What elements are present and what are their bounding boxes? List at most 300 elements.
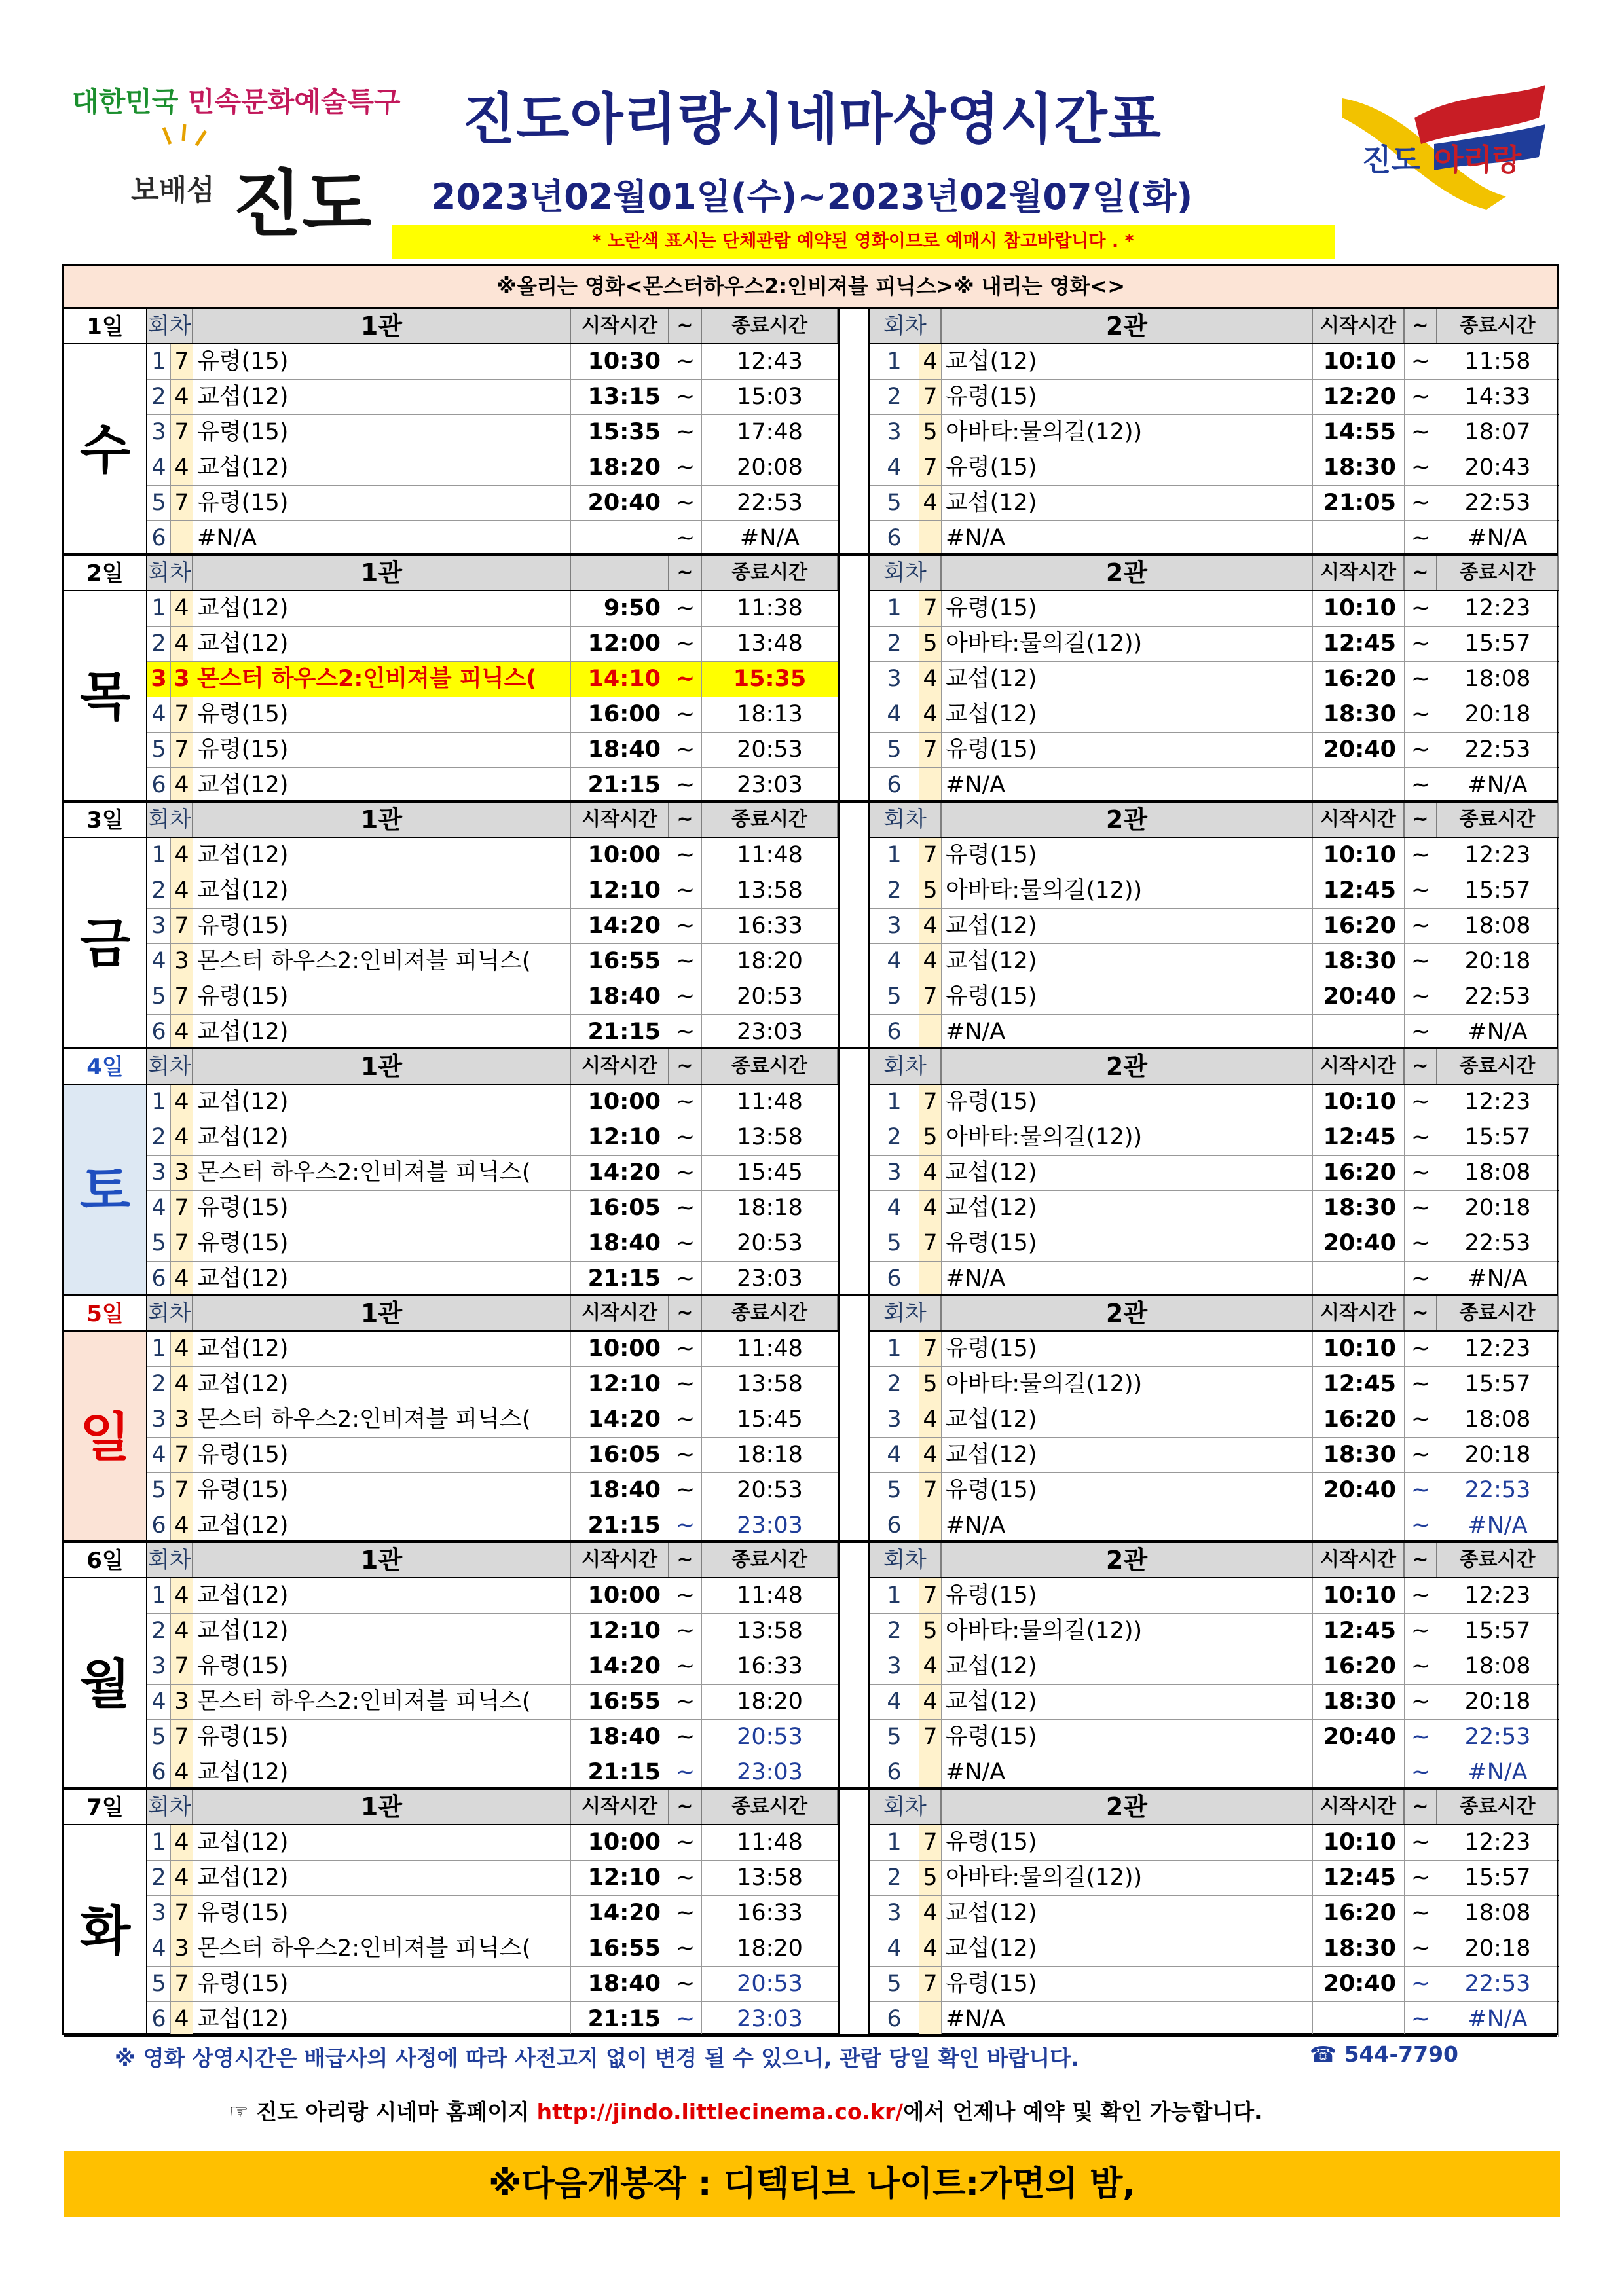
schedule-row — [147, 944, 838, 979]
svg-text:대한민국 민속문화예술특구: 대한민국 민속문화예술특구 — [72, 86, 401, 118]
hall-name-header: 2관 — [942, 309, 1313, 343]
schedule-row — [147, 1262, 838, 1297]
schedule-row — [870, 1861, 1557, 1896]
start-time: 10:10 — [1313, 1578, 1405, 1613]
start-time: 10:10 — [1313, 1825, 1405, 1860]
start-time: 10:00 — [571, 1825, 669, 1860]
start-time-header: 시작시간 — [571, 1049, 669, 1084]
end-time: 11:48 — [702, 838, 838, 873]
end-time: 13:58 — [702, 873, 838, 908]
schedule-row — [147, 591, 838, 627]
end-time: 18:08 — [1437, 662, 1559, 697]
screen-number: 4 — [171, 1825, 193, 1860]
screen-number: 4 — [171, 1508, 193, 1543]
time-separator: ~ — [669, 380, 702, 414]
schedule-row — [147, 1156, 838, 1191]
end-time: 20:53 — [702, 1720, 838, 1755]
round-number: 2 — [870, 380, 919, 414]
round-header: 회차 — [870, 1049, 942, 1084]
end-time: 11:48 — [702, 1825, 838, 1860]
tilde-header: ~ — [669, 803, 702, 837]
time-separator: ~ — [1405, 380, 1437, 414]
start-time: 18:30 — [1313, 944, 1405, 979]
screen-number: 4 — [171, 591, 193, 626]
start-time — [1313, 1755, 1405, 1790]
movie-title: 몬스터 하우스2:인비져블 피닉스( — [193, 1402, 571, 1437]
schedule-row — [147, 1508, 838, 1544]
hall-header-row — [147, 803, 838, 838]
svg-text:진도: 진도 — [1362, 142, 1420, 177]
screen-number: 5 — [919, 873, 942, 908]
schedule-row — [147, 1015, 838, 1050]
time-separator: ~ — [669, 1085, 702, 1120]
time-separator: ~ — [669, 1438, 702, 1472]
round-number: 3 — [870, 1649, 919, 1684]
hall-name-header: 2관 — [942, 1049, 1313, 1084]
round-header: 회차 — [147, 1790, 193, 1824]
end-time: 17:48 — [702, 415, 838, 450]
day-block — [64, 1543, 1557, 1790]
screen-number — [919, 768, 942, 803]
screen-number: 5 — [919, 627, 942, 661]
start-time: 12:10 — [571, 873, 669, 908]
time-separator: ~ — [669, 2002, 702, 2037]
time-separator: ~ — [669, 1614, 702, 1649]
time-separator: ~ — [669, 415, 702, 450]
schedule-row — [870, 380, 1557, 415]
start-time-header: 시작시간 — [1313, 1296, 1405, 1330]
time-separator: ~ — [1405, 838, 1437, 873]
start-time: 16:05 — [571, 1191, 669, 1226]
time-separator: ~ — [1405, 1085, 1437, 1120]
day-block — [64, 309, 1557, 556]
tilde-header: ~ — [669, 309, 702, 343]
movie-title: 교섭(12) — [942, 909, 1313, 943]
hall-header-row — [147, 1543, 838, 1578]
screen-number: 7 — [171, 1473, 193, 1508]
start-time: 12:45 — [1313, 627, 1405, 661]
end-time: 18:18 — [702, 1438, 838, 1472]
schedule-row — [147, 1931, 838, 1967]
round-header: 회차 — [147, 1296, 193, 1330]
round-number: 4 — [870, 697, 919, 732]
schedule-row — [147, 1967, 838, 2002]
schedule-row — [870, 1720, 1557, 1755]
start-time: 9:50 — [571, 591, 669, 626]
screen-number: 3 — [171, 1156, 193, 1190]
movie-title: 유령(15) — [193, 1438, 571, 1472]
hall-name-header: 1관 — [193, 1543, 571, 1577]
end-time: #N/A — [1437, 1262, 1559, 1296]
schedule-row — [147, 1367, 838, 1402]
start-time: 16:55 — [571, 944, 669, 979]
homepage-note — [229, 2095, 1473, 2126]
end-time: #N/A — [1437, 2002, 1559, 2037]
tilde-header: ~ — [1405, 803, 1437, 837]
start-time: 12:10 — [571, 1367, 669, 1402]
round-number: 4 — [147, 1685, 171, 1719]
schedule-row — [870, 1967, 1557, 2002]
movie-title: 몬스터 하우스2:인비져블 피닉스( — [193, 1156, 571, 1190]
movie-title: 아바타:물의길(12)) — [942, 1367, 1313, 1402]
svg-text:아리랑: 아리랑 — [1434, 142, 1522, 177]
time-separator: ~ — [1405, 1931, 1437, 1966]
round-number: 1 — [147, 591, 171, 626]
screen-number: 4 — [171, 627, 193, 661]
time-separator: ~ — [669, 450, 702, 485]
round-number: 5 — [147, 486, 171, 520]
start-time-header: 시작시간 — [571, 1296, 669, 1330]
time-separator: ~ — [669, 697, 702, 732]
homepage-prefix: ☞ 진도 아리랑 시네마 홈페이지 — [229, 2099, 537, 2124]
end-time: 22:53 — [702, 486, 838, 520]
round-number: 1 — [870, 1825, 919, 1860]
screen-number: 7 — [171, 909, 193, 943]
start-time: 16:00 — [571, 697, 669, 732]
time-separator: ~ — [1405, 1720, 1437, 1755]
start-time: 18:40 — [571, 979, 669, 1014]
start-time: 12:10 — [571, 1120, 669, 1155]
schedule-row — [147, 1085, 838, 1120]
end-time: 13:58 — [702, 1120, 838, 1155]
hall-name-header: 2관 — [942, 1296, 1313, 1330]
round-number: 2 — [870, 627, 919, 661]
round-number: 2 — [870, 1861, 919, 1895]
start-time: 16:55 — [571, 1931, 669, 1966]
round-number: 6 — [870, 1262, 919, 1296]
schedule-row — [147, 1685, 838, 1720]
movie-title: 교섭(12) — [193, 1015, 571, 1049]
start-time: 12:45 — [1313, 1367, 1405, 1402]
hall-header-row — [147, 556, 838, 591]
movie-title: 교섭(12) — [942, 1896, 1313, 1931]
screen-number: 3 — [171, 662, 193, 697]
day-weekday: 일 — [64, 1332, 147, 1543]
time-separator: ~ — [1405, 627, 1437, 661]
time-separator: ~ — [1405, 521, 1437, 556]
end-time: 18:08 — [1437, 1402, 1559, 1437]
movie-title: 교섭(12) — [193, 1262, 571, 1296]
start-time: 16:05 — [571, 1438, 669, 1472]
movie-title: 교섭(12) — [193, 1755, 571, 1790]
end-time: 20:08 — [702, 450, 838, 485]
hall1-schedule — [147, 556, 838, 803]
time-separator: ~ — [1405, 1402, 1437, 1437]
movie-title: 교섭(12) — [942, 1156, 1313, 1190]
end-time: 14:33 — [1437, 380, 1559, 414]
schedule-row — [147, 1438, 838, 1473]
time-separator: ~ — [1405, 697, 1437, 732]
end-time: 18:07 — [1437, 415, 1559, 450]
day-block — [64, 1790, 1557, 2037]
next-release-banner: ※다음개봉작 : 디텍티브 나이트:가면의 밤, — [64, 2151, 1560, 2217]
start-time: 20:40 — [1313, 1226, 1405, 1261]
movie-title: 유령(15) — [942, 380, 1313, 414]
screen-number: 7 — [919, 1825, 942, 1860]
round-number: 6 — [870, 2002, 919, 2037]
start-time: 18:40 — [571, 1967, 669, 2001]
end-time-header: 종료시간 — [702, 1790, 838, 1824]
schedule-row — [870, 450, 1557, 486]
round-number: 5 — [870, 486, 919, 520]
hall2-schedule — [868, 1049, 1557, 1296]
end-time: 23:03 — [702, 1262, 838, 1296]
day-weekday: 월 — [64, 1578, 147, 1790]
round-number: 6 — [870, 1755, 919, 1790]
start-time: 18:30 — [1313, 697, 1405, 732]
time-separator: ~ — [669, 1967, 702, 2001]
start-time: 21:15 — [571, 1755, 669, 1790]
time-separator: ~ — [669, 627, 702, 661]
time-separator: ~ — [669, 1861, 702, 1895]
movie-title: 교섭(12) — [942, 1438, 1313, 1472]
round-number: 4 — [147, 1191, 171, 1226]
schedule-row — [870, 1438, 1557, 1473]
end-time: #N/A — [1437, 768, 1559, 803]
start-time: 16:20 — [1313, 909, 1405, 943]
screen-number: 7 — [919, 1473, 942, 1508]
movie-title: 유령(15) — [193, 1967, 571, 2001]
time-separator: ~ — [1405, 1015, 1437, 1049]
end-time: #N/A — [1437, 1015, 1559, 1049]
end-time: 22:53 — [1437, 1720, 1559, 1755]
schedule-row — [147, 1720, 838, 1755]
round-number: 6 — [147, 1508, 171, 1543]
movie-title: 유령(15) — [942, 1473, 1313, 1508]
day-block — [64, 803, 1557, 1049]
day-weekday: 화 — [64, 1825, 147, 2037]
schedule-row — [870, 1191, 1557, 1226]
screen-number: 4 — [171, 450, 193, 485]
end-time-header: 종료시간 — [1437, 1049, 1559, 1084]
start-time: 20:40 — [1313, 1720, 1405, 1755]
start-time: 16:20 — [1313, 1649, 1405, 1684]
start-time: 21:05 — [1313, 486, 1405, 520]
time-separator: ~ — [1405, 662, 1437, 697]
schedule-row — [870, 627, 1557, 662]
round-number: 5 — [870, 1720, 919, 1755]
time-separator: ~ — [1405, 1191, 1437, 1226]
round-number: 1 — [147, 1578, 171, 1613]
movie-title: 유령(15) — [193, 1191, 571, 1226]
end-time-header: 종료시간 — [1437, 1790, 1559, 1824]
time-separator: ~ — [669, 768, 702, 803]
movie-title: 교섭(12) — [193, 1614, 571, 1649]
schedule-row — [870, 1015, 1557, 1050]
time-separator: ~ — [1405, 944, 1437, 979]
homepage-link[interactable]: http://jindo.littlecinema.co.kr/ — [536, 2099, 904, 2124]
schedule-row — [147, 733, 838, 768]
start-time: 20:40 — [571, 486, 669, 520]
start-time: 14:20 — [571, 1649, 669, 1684]
schedule-row — [147, 521, 838, 556]
time-separator: ~ — [669, 944, 702, 979]
start-time: 21:15 — [571, 2002, 669, 2037]
hall-name-header: 2관 — [942, 803, 1313, 837]
hall-gap — [838, 1296, 868, 1543]
start-time: 14:20 — [571, 1156, 669, 1190]
movie-title: 유령(15) — [942, 591, 1313, 626]
screen-number: 7 — [919, 1578, 942, 1613]
time-separator: ~ — [669, 1473, 702, 1508]
round-number: 5 — [147, 1226, 171, 1261]
screen-number: 7 — [171, 1896, 193, 1931]
round-header: 회차 — [147, 803, 193, 837]
schedule-row — [147, 1402, 838, 1438]
schedule-row — [870, 909, 1557, 944]
start-time: 12:20 — [1313, 380, 1405, 414]
start-time: 12:45 — [1313, 1861, 1405, 1895]
round-number: 3 — [147, 909, 171, 943]
hall-header-row — [147, 1790, 838, 1825]
end-time: 12:23 — [1437, 838, 1559, 873]
svg-text:보배섬: 보배섬 — [131, 173, 215, 207]
start-time: 15:35 — [571, 415, 669, 450]
round-number: 6 — [870, 1508, 919, 1543]
end-time: 11:48 — [702, 1332, 838, 1366]
screen-number: 4 — [919, 1931, 942, 1966]
screen-number: 7 — [171, 733, 193, 767]
end-time: 15:35 — [702, 662, 838, 697]
start-time — [1313, 2002, 1405, 2037]
hall-header-row — [147, 1296, 838, 1332]
round-number: 1 — [870, 1332, 919, 1366]
end-time: 11:48 — [702, 1085, 838, 1120]
day-divider — [64, 2034, 1557, 2037]
end-time: #N/A — [1437, 521, 1559, 556]
round-number: 3 — [870, 909, 919, 943]
movie-title: 유령(15) — [193, 486, 571, 520]
start-time-header: 시작시간 — [571, 1790, 669, 1824]
movie-title: 교섭(12) — [193, 1120, 571, 1155]
tilde-header: ~ — [669, 1296, 702, 1330]
day-date: 2일 — [64, 556, 147, 591]
start-time: 20:40 — [1313, 733, 1405, 767]
schedule-row — [870, 1332, 1557, 1367]
movie-title: #N/A — [942, 1508, 1313, 1543]
end-time: 18:20 — [702, 944, 838, 979]
schedule-row — [147, 450, 838, 486]
hall-name-header: 1관 — [193, 1790, 571, 1824]
schedule-row — [147, 1896, 838, 1931]
start-time: 21:15 — [571, 768, 669, 803]
round-number: 3 — [147, 1402, 171, 1437]
start-time-header: 시작시간 — [1313, 803, 1405, 837]
tilde-header: ~ — [669, 1790, 702, 1824]
time-separator: ~ — [1405, 1685, 1437, 1719]
end-time-header: 종료시간 — [702, 803, 838, 837]
round-number: 1 — [147, 344, 171, 379]
time-separator: ~ — [1405, 486, 1437, 520]
end-time: 12:23 — [1437, 1578, 1559, 1613]
time-separator: ~ — [669, 662, 702, 697]
start-time-header: 시작시간 — [571, 309, 669, 343]
round-number: 5 — [147, 1720, 171, 1755]
round-number: 4 — [870, 1685, 919, 1719]
end-time: 18:08 — [1437, 1896, 1559, 1931]
movie-title: 교섭(12) — [193, 1508, 571, 1543]
start-time: 10:00 — [571, 838, 669, 873]
hall-header-row — [870, 1296, 1557, 1332]
movie-title: 아바타:물의길(12)) — [942, 415, 1313, 450]
round-header: 회차 — [870, 803, 942, 837]
screen-number: 4 — [919, 1685, 942, 1719]
movie-title: #N/A — [942, 2002, 1313, 2037]
end-time: 12:23 — [1437, 1085, 1559, 1120]
schedule-row — [147, 873, 838, 909]
round-number: 2 — [147, 873, 171, 908]
start-time: 20:40 — [1313, 979, 1405, 1014]
schedule-period: 2023년02월01일(수)~2023년02월07일(화) — [431, 176, 1193, 217]
round-number: 5 — [147, 733, 171, 767]
movie-title: 유령(15) — [942, 450, 1313, 485]
start-time: 14:20 — [571, 1402, 669, 1437]
movie-title: 교섭(12) — [193, 1367, 571, 1402]
screen-number: 4 — [919, 944, 942, 979]
end-time: 22:53 — [1437, 486, 1559, 520]
round-header: 회차 — [870, 309, 942, 343]
screen-number: 4 — [171, 768, 193, 803]
schedule-row — [147, 1332, 838, 1367]
screen-number: 4 — [919, 344, 942, 379]
start-time: 10:00 — [571, 1578, 669, 1613]
time-separator: ~ — [669, 344, 702, 379]
schedule-row — [147, 1825, 838, 1861]
start-time: 18:30 — [1313, 450, 1405, 485]
end-time: 15:57 — [1437, 627, 1559, 661]
hall1-schedule — [147, 309, 838, 556]
time-separator: ~ — [669, 521, 702, 556]
time-separator: ~ — [669, 909, 702, 943]
movie-title: 교섭(12) — [193, 2002, 571, 2037]
hall-header-row — [147, 309, 838, 344]
round-number: 6 — [870, 768, 919, 803]
schedule-row — [870, 1649, 1557, 1685]
movie-title: 유령(15) — [942, 1085, 1313, 1120]
screen-number — [919, 1015, 942, 1049]
schedule-row — [147, 979, 838, 1015]
end-time: 22:53 — [1437, 1226, 1559, 1261]
movie-title: 유령(15) — [942, 1967, 1313, 2001]
schedule-row — [870, 979, 1557, 1015]
logo-jindo-treasure-island — [65, 59, 406, 275]
hall-name-header: 2관 — [942, 556, 1313, 590]
schedule-row — [147, 1649, 838, 1685]
time-separator: ~ — [669, 1402, 702, 1437]
day-date: 1일 — [64, 309, 147, 344]
end-time: 16:33 — [702, 1649, 838, 1684]
screen-number: 5 — [919, 415, 942, 450]
start-time: 10:00 — [571, 1332, 669, 1366]
round-number: 4 — [870, 1931, 919, 1966]
end-time-header: 종료시간 — [1437, 1296, 1559, 1330]
schedule-row — [147, 909, 838, 944]
screen-number: 7 — [171, 1191, 193, 1226]
movie-title: 아바타:물의길(12)) — [942, 1120, 1313, 1155]
round-header: 회차 — [147, 556, 193, 590]
hall2-schedule — [868, 1543, 1557, 1790]
schedule-row — [870, 944, 1557, 979]
start-time: 12:00 — [571, 627, 669, 661]
movie-title: 교섭(12) — [193, 627, 571, 661]
end-time: 22:53 — [1437, 979, 1559, 1014]
time-separator: ~ — [669, 1720, 702, 1755]
movie-title: #N/A — [942, 1262, 1313, 1296]
start-time: 12:10 — [571, 1614, 669, 1649]
time-separator: ~ — [1405, 768, 1437, 803]
screen-number: 4 — [171, 1861, 193, 1895]
round-number: 3 — [870, 415, 919, 450]
